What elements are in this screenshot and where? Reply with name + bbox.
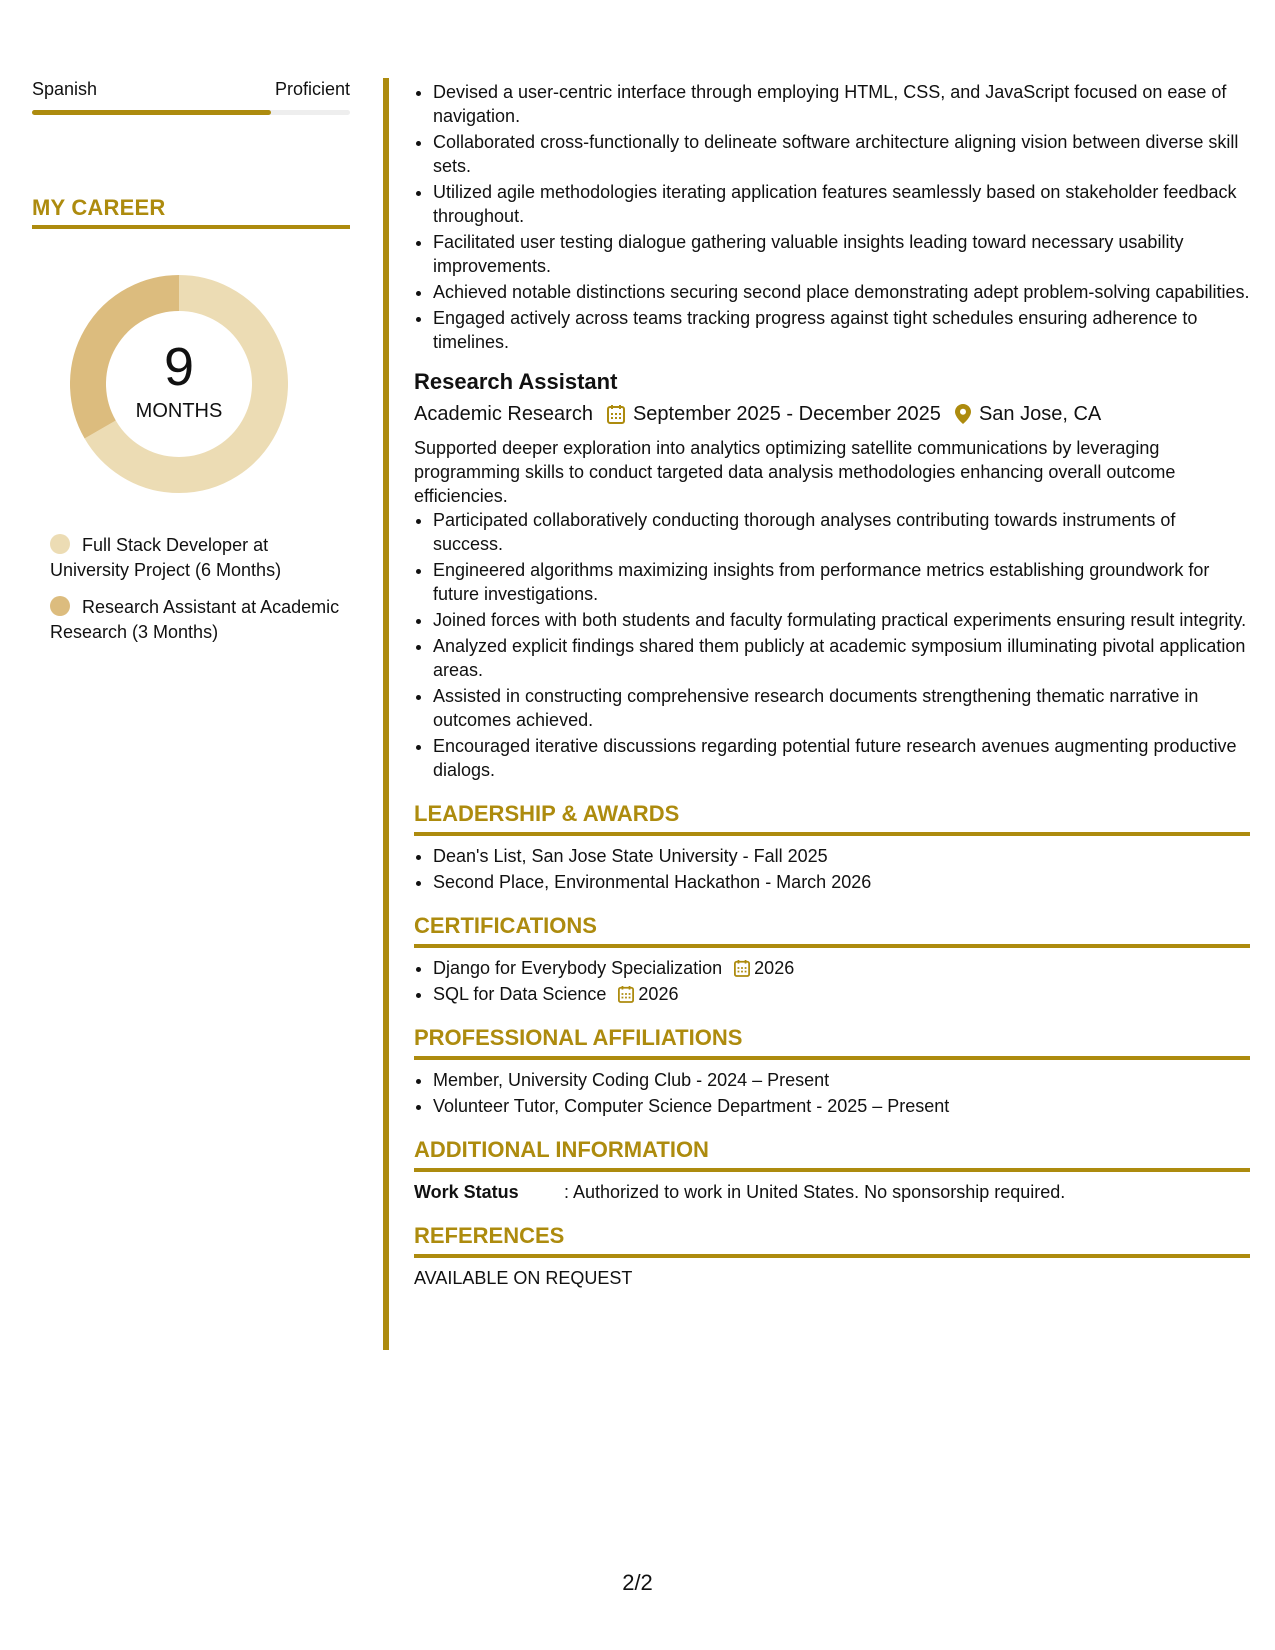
list-item: • Second Place, Environmental Hackathon - March 2026 (433, 870, 1250, 894)
job-summary: Supported deeper exploration into analytics optimizing satellite communications by leveraging programming skills to conduct targeted data analysis methodologies enhancing overall outcome efficiencies. (414, 438, 1176, 506)
references-text: AVAILABLE ON REQUEST (414, 1268, 633, 1288)
job-bullets (414, 508, 1250, 782)
list-item: • Encouraged iterative discussions regarding potential future research avenues augmenting productive dialogs. (433, 734, 1250, 782)
section-rule (414, 1056, 1250, 1060)
column-divider (383, 78, 389, 1350)
section-title-affiliations: PROFESSIONAL AFFILIATIONS (414, 1025, 743, 1050)
previous-job-bullets (414, 80, 1250, 354)
list-item: • Analyzed explicit findings shared them publicly at academic symposium illuminating pivotal application areas. (433, 634, 1250, 682)
career-total-number: 9 (163, 337, 195, 397)
list-item: • Volunteer Tutor, Computer Science Department - 2025 – Present (433, 1094, 1250, 1118)
career-legend (50, 533, 350, 645)
language-level-fill (32, 110, 271, 115)
career-rule (32, 225, 350, 229)
affiliations-list (414, 1068, 1250, 1118)
list-item (433, 982, 1250, 1006)
calendar-icon (607, 404, 625, 424)
work-status-value: : Authorized to work in United States. No sponsorship required. (564, 1182, 1066, 1202)
language-row (32, 78, 350, 100)
right-column (414, 80, 1250, 1290)
job-location: San Jose, CA (978, 403, 1102, 425)
cert-name: • SQL for Data Science (433, 984, 607, 1004)
page-number: 2/2 (622, 1570, 653, 1595)
job-meta (414, 400, 1250, 428)
calendar-icon (734, 959, 750, 977)
legend-label: Full Stack Developer at University Project (6 Months) (50, 535, 282, 580)
list-item: • Devised a user-centric interface through employing HTML, CSS, and JavaScript focused on ease of navigation. (433, 80, 1250, 128)
section-title-references: REFERENCES (414, 1223, 565, 1248)
left-column (32, 78, 350, 657)
list-item: • Participated collaboratively conducting thorough analyses contributing towards instruments of success. (433, 508, 1250, 556)
section-title-additional: ADDITIONAL INFORMATION (414, 1137, 709, 1162)
list-item: • Achieved notable distinctions securing second place demonstrating adept problem-solving capabilities. (433, 280, 1250, 304)
certifications-list (414, 956, 1250, 1006)
list-item: • Member, University Coding Club - 2024 – Present (433, 1068, 1250, 1092)
legend-item (50, 595, 350, 645)
section-rule (414, 944, 1250, 948)
job-title: Research Assistant (414, 369, 618, 394)
list-item: • Engaged actively across teams tracking progress against tight schedules ensuring adherence to timelines. (433, 306, 1250, 354)
section-rule (414, 1168, 1250, 1172)
calendar-icon (618, 985, 634, 1003)
map-pin-icon (955, 404, 971, 424)
section-rule (414, 1254, 1250, 1258)
cert-year: 2026 (638, 984, 679, 1004)
job-dates: September 2025 - December 2025 (632, 403, 941, 425)
cert-year: 2026 (754, 958, 795, 978)
cert-name: • Django for Everybody Specialization (433, 958, 723, 978)
language-level-bar (32, 110, 350, 115)
work-status-label: Work Status (414, 1182, 519, 1202)
career-donut-chart (66, 271, 292, 497)
donut-center (66, 271, 292, 497)
list-item: • Utilized agile methodologies iterating application features seamlessly based on stakeholder feedback throughout. (433, 180, 1250, 228)
list-item: • Collaborated cross-functionally to delineate software architecture aligning vision between diverse skill sets. (433, 130, 1250, 178)
list-item: • Engineered algorithms maximizing insights from performance metrics establishing groundwork for future investigations. (433, 558, 1250, 606)
section-rule (414, 832, 1250, 836)
list-item: • Assisted in constructing comprehensive research documents strengthening thematic narrative in outcomes achieved. (433, 684, 1250, 732)
job-company: Academic Research (414, 403, 593, 425)
language-name: Spanish (32, 79, 98, 99)
work-status-row (414, 1180, 1250, 1204)
legend-swatch (50, 534, 70, 554)
list-item: • Dean's List, San Jose State University - Fall 2025 (433, 844, 1250, 868)
career-total-unit: MONTHS (135, 400, 223, 422)
list-item (433, 956, 1250, 980)
legend-label: Research Assistant at Academic Research (3 Months) (50, 597, 340, 642)
list-item: • Joined forces with both students and faculty formulating practical experiments ensuring result integrity. (433, 608, 1250, 632)
leadership-list (414, 844, 1250, 894)
legend-swatch (50, 596, 70, 616)
section-title-certifications: CERTIFICATIONS (414, 913, 597, 938)
career-title: MY CAREER (32, 195, 166, 220)
language-level: Proficient (274, 79, 350, 99)
legend-item (50, 533, 350, 583)
list-item: • Facilitated user testing dialogue gathering valuable insights leading toward necessary usability improvements. (433, 230, 1250, 278)
section-title-leadership: LEADERSHIP & AWARDS (414, 801, 680, 826)
